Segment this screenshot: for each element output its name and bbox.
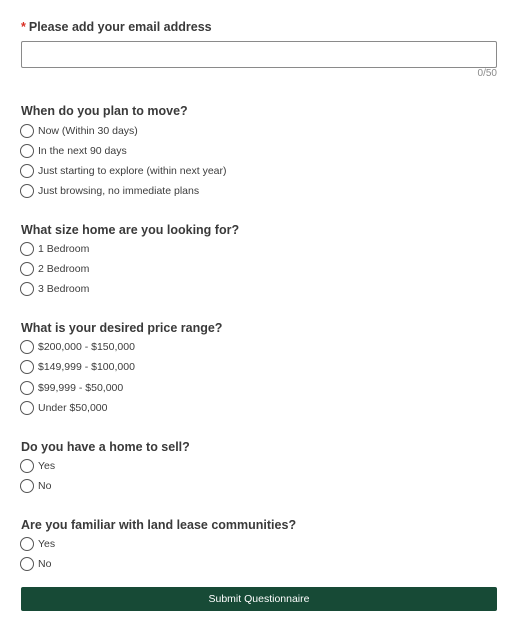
- option-1-bedroom[interactable]: [20, 241, 89, 257]
- option-label: No: [38, 558, 52, 570]
- radio-unchecked-icon[interactable]: [20, 537, 34, 551]
- radio-unchecked-icon[interactable]: [20, 164, 34, 178]
- option-label: $200,000 - $150,000: [38, 341, 135, 353]
- radio-unchecked-icon[interactable]: [20, 381, 34, 395]
- option-land-lease-yes[interactable]: [20, 536, 55, 552]
- option-price-100k-50k[interactable]: [20, 380, 123, 396]
- radio-unchecked-icon[interactable]: [20, 144, 34, 158]
- option-move-now[interactable]: [20, 123, 138, 139]
- option-label: Just starting to explore (within next year): [38, 165, 227, 177]
- required-marker: *: [21, 20, 26, 34]
- character-counter: 0/50: [477, 68, 497, 79]
- question-title-home-size: What size home are you looking for?: [21, 223, 240, 237]
- option-label: $99,999 - $50,000: [38, 382, 124, 394]
- option-label: Yes: [38, 460, 56, 472]
- option-label: $149,999 - $100,000: [38, 361, 135, 373]
- option-label: Yes: [38, 538, 56, 550]
- option-move-90-days[interactable]: [20, 143, 127, 159]
- radio-unchecked-icon[interactable]: [20, 262, 34, 276]
- radio-unchecked-icon[interactable]: [20, 557, 34, 571]
- option-2-bedroom[interactable]: [20, 261, 89, 277]
- submit-questionnaire-button[interactable]: Submit Questionnaire: [21, 587, 497, 611]
- option-label: 3 Bedroom: [38, 283, 90, 295]
- option-label: Just browsing, no immediate plans: [38, 185, 200, 197]
- radio-unchecked-icon[interactable]: [20, 340, 34, 354]
- option-label: In the next 90 days: [38, 145, 127, 157]
- option-sell-yes[interactable]: [20, 458, 55, 474]
- radio-unchecked-icon[interactable]: [20, 459, 34, 473]
- question-title-move-timing: When do you plan to move?: [21, 104, 188, 118]
- option-3-bedroom[interactable]: [20, 281, 89, 297]
- radio-unchecked-icon[interactable]: [20, 479, 34, 493]
- email-label: [21, 19, 212, 35]
- radio-unchecked-icon[interactable]: [20, 124, 34, 138]
- option-price-150k-100k[interactable]: [20, 359, 135, 375]
- option-label: 2 Bedroom: [38, 263, 90, 275]
- option-label: 1 Bedroom: [38, 243, 90, 255]
- radio-unchecked-icon[interactable]: [20, 401, 34, 415]
- option-land-lease-no[interactable]: [20, 556, 51, 572]
- option-label: No: [38, 480, 52, 492]
- radio-unchecked-icon[interactable]: [20, 184, 34, 198]
- question-title-home-to-sell: Do you have a home to sell?: [21, 440, 190, 454]
- radio-unchecked-icon[interactable]: [20, 282, 34, 296]
- question-title-land-lease: Are you familiar with land lease communities?: [21, 518, 297, 532]
- email-input[interactable]: [21, 41, 497, 68]
- option-label: Under $50,000: [38, 402, 108, 414]
- radio-unchecked-icon[interactable]: [20, 242, 34, 256]
- radio-unchecked-icon[interactable]: [20, 360, 34, 374]
- option-move-exploring[interactable]: [20, 163, 227, 179]
- option-move-browsing[interactable]: [20, 183, 199, 199]
- question-title-price-range: What is your desired price range?: [21, 321, 223, 335]
- option-price-under-50k[interactable]: [20, 400, 107, 416]
- option-label: Now (Within 30 days): [38, 125, 138, 137]
- option-price-200k-150k[interactable]: [20, 339, 135, 355]
- email-label-text: Please add your email address: [28, 20, 212, 34]
- option-sell-no[interactable]: [20, 478, 51, 494]
